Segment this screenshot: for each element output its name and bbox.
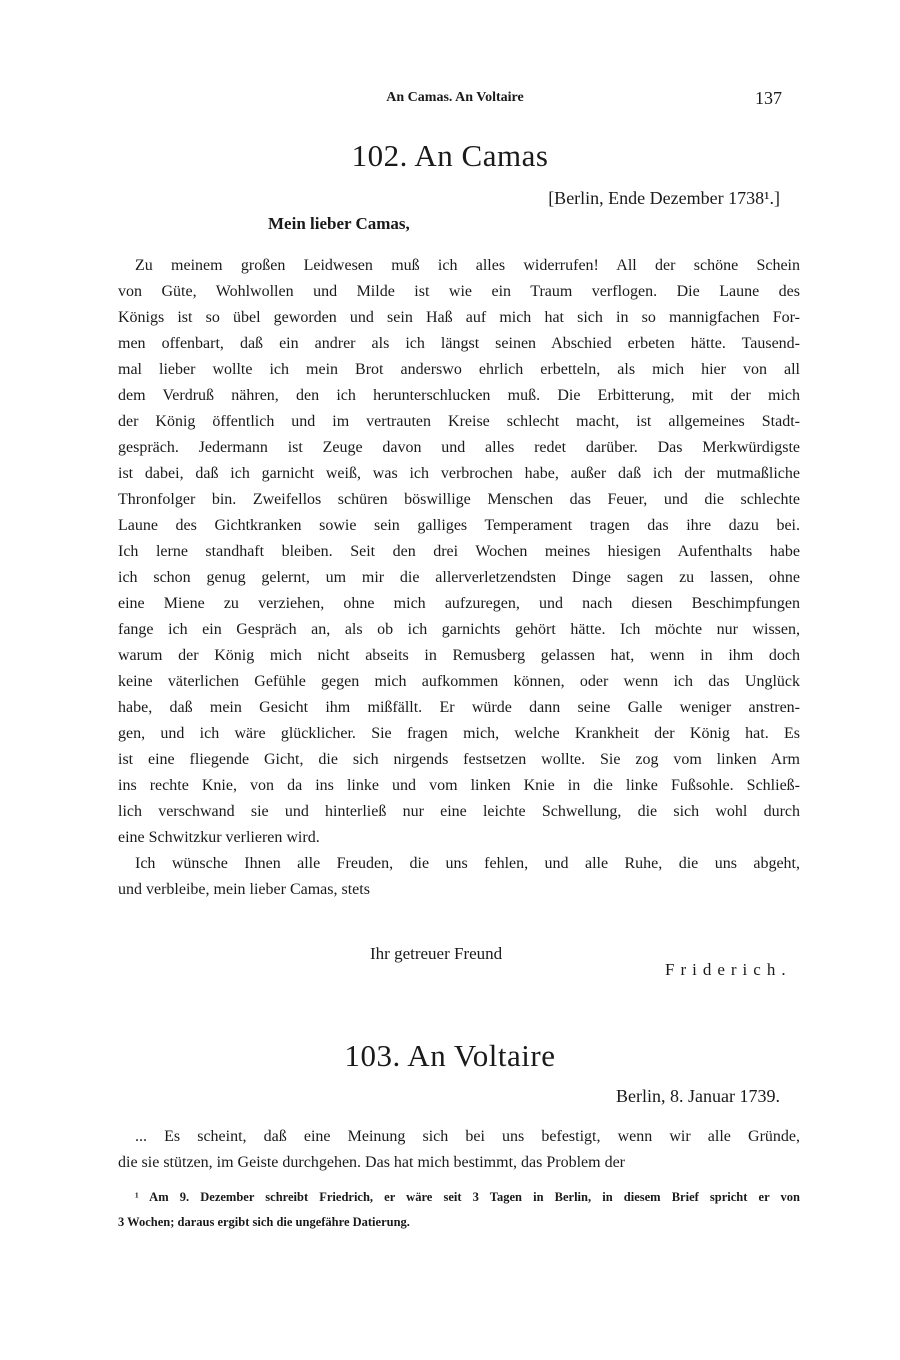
footnote-line: 3 Wochen; daraus ergibt sich die ungefähre Datierung. xyxy=(118,1215,410,1229)
text-line: warum der König mich nicht abseits in Remusberg gelassen hat, wenn in ihm doch xyxy=(118,647,800,664)
text-line: ins rechte Knie, von da ins linke und vom linken Knie in die linke Fußsohle. Schließ- xyxy=(118,777,800,794)
letter-body xyxy=(118,253,800,903)
text-line: mal lieber wollte ich mein Brot anderswo ehrlich erbetteln, als mich hier von all xyxy=(118,361,800,378)
text-line: dem Verdruß nähren, den ich herunterschlucken muß. Die Erbitterung, mit der mich xyxy=(118,387,800,404)
text-line: gen, und ich wäre glücklicher. Sie fragen mich, welche Krankheit der König hat. Es xyxy=(118,725,800,742)
text-line: men offenbart, daß ein andrer als ich längst seinen Abschied erbeten hätte. Tausend- xyxy=(118,335,800,352)
text-line: der König öffentlich und im vertrauten Kreise schlecht macht, ist allgemeines Stadt- xyxy=(118,413,800,430)
text-line: Königs ist so übel geworden und sein Haß auf mich hat sich in so mannigfachen For- xyxy=(118,309,800,326)
text-line: Ich lerne standhaft bleiben. Seit den drei Wochen meines hiesigen Aufenthalts habe xyxy=(118,543,800,560)
signature: Friderich. xyxy=(665,960,792,979)
footnote-line: ¹ Am 9. Dezember schreibt Friedrich, er wäre seit 3 Tagen in Berlin, in diesem Brief spricht er von xyxy=(135,1190,800,1204)
closing: Ihr getreuer Freund xyxy=(370,944,503,963)
text-line: Laune des Gichtkranken sowie sein galliges Temperament tragen das ihre dazu bei. xyxy=(118,517,800,534)
text-line: lich verschwand sie und hinterließ nur eine leichte Schwellung, die sich wohl durch xyxy=(118,803,800,820)
text-line: eine Schwitzkur verlieren wird. xyxy=(118,829,320,846)
text-line: die sie stützen, im Geiste durchgehen. Das hat mich bestimmt, das Problem der xyxy=(118,1154,625,1171)
letter-dateline: Berlin, 8. Januar 1739. xyxy=(616,1086,780,1106)
letter-dateline: [Berlin, Ende Dezember 1738¹.] xyxy=(548,188,780,208)
footnote xyxy=(118,1185,800,1235)
text-line: ist eine fliegende Gicht, die sich nirgends festsetzen wollte. Sie zog vom linken Arm xyxy=(118,751,800,768)
text-line: ... Es scheint, daß eine Meinung sich bei uns befestigt, wenn wir alle Gründe, xyxy=(135,1128,800,1145)
text-line: Ich wünsche Ihnen alle Freuden, die uns fehlen, und alle Ruhe, die uns abgeht, xyxy=(135,855,800,872)
text-line: ist dabei, daß ich garnicht weiß, was ich verbrochen habe, außer daß ich der mutmaßliche xyxy=(118,465,800,482)
text-line: gespräch. Jedermann ist Zeuge davon und alles redet darüber. Das Merkwürdigste xyxy=(118,439,800,456)
letter-body xyxy=(118,1124,800,1176)
letter-title: 103. An Voltaire xyxy=(344,1038,556,1073)
text-line: keine väterlichen Gefühle gegen mich aufkommen können, oder wenn ich das Unglück xyxy=(118,673,800,690)
salutation: Mein lieber Camas, xyxy=(268,214,410,233)
text-line: Zu meinem großen Leidwesen muß ich alles widerrufen! All der schöne Schein xyxy=(135,257,800,274)
page-number: 137 xyxy=(755,88,782,108)
text-line: fange ich ein Gespräch an, als ob ich garnichts gehört hätte. Ich möchte nur wissen, xyxy=(118,621,800,638)
text-line: Thronfolger bin. Zweifellos schüren böswillige Menschen das Feuer, und die schlechte xyxy=(118,491,800,508)
text-line: von Güte, Wohlwollen und Milde ist wie ein Traum verflogen. Die Laune des xyxy=(118,283,800,300)
letter-title: 102. An Camas xyxy=(351,138,549,173)
text-line: und verbleibe, mein lieber Camas, stets xyxy=(118,881,370,898)
text-line: ich schon genug gelernt, um mir die allerverletzendsten Dinge sagen zu lassen, ohne xyxy=(118,569,800,586)
running-head: An Camas. An Voltaire xyxy=(386,90,524,105)
text-line: eine Miene zu verziehen, ohne mich aufzuregen, und nach diesen Beschimpfungen xyxy=(118,595,800,612)
text-line: habe, daß mein Gesicht ihm mißfällt. Er würde dann seine Galle weniger anstren- xyxy=(118,699,800,716)
